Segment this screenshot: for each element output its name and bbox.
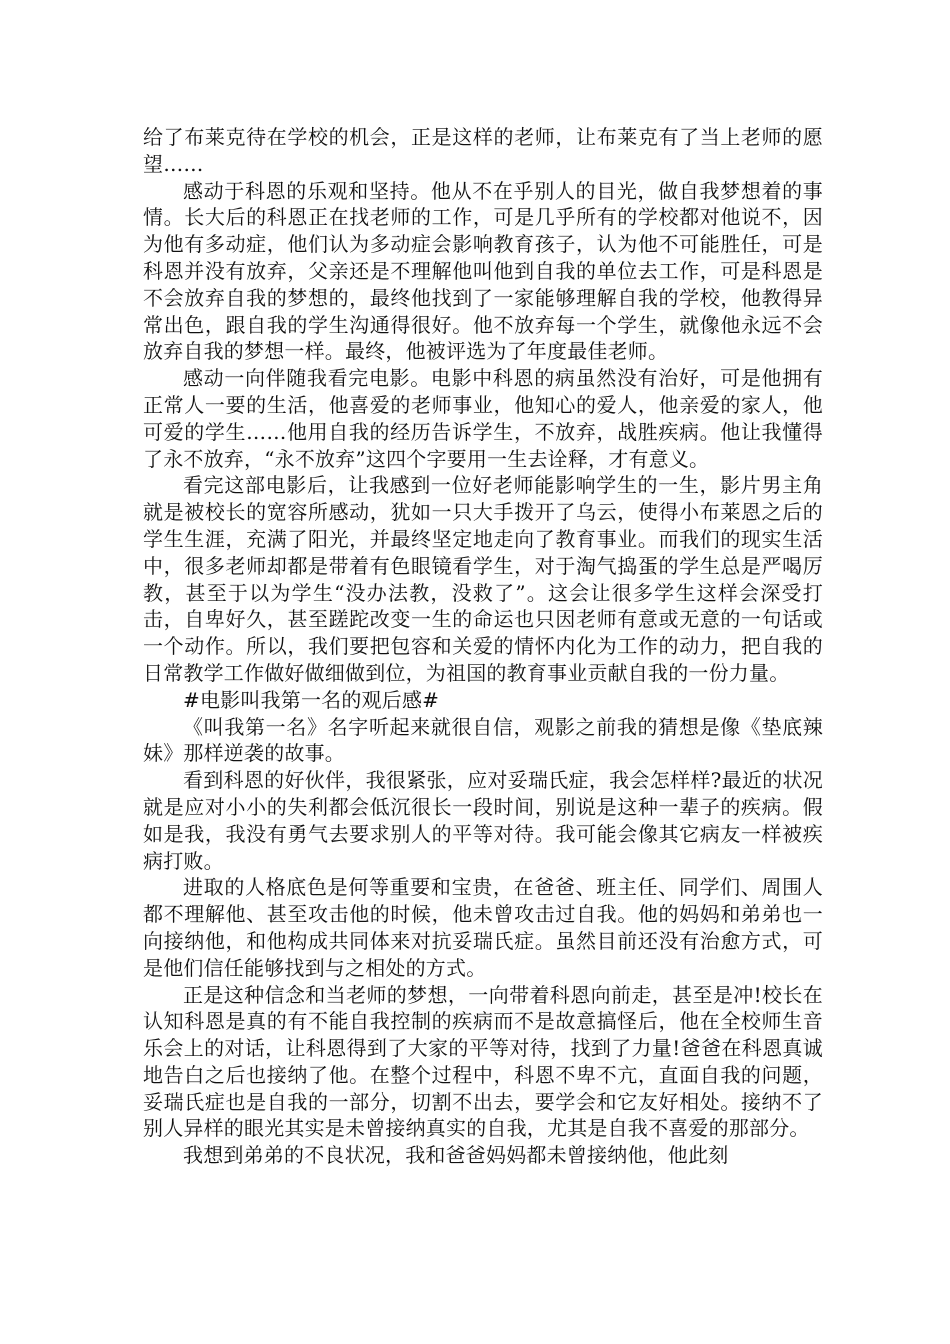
paragraph: 《叫我第一名》名字听起来就很自信，观影之前我的猜想是像《垫底辣妹》那样逆袭的故事。	[143, 714, 823, 766]
paragraph: 进取的人格底色是何等重要和宝贵，在爸爸、班主任、同学们、周围人都不理解他、甚至攻击他的时候，他未曾攻击过自我。他的妈妈和弟弟也一向接纳他，和他构成共同体来对抗妥瑞氏症。虽然目前还没有治愈方式，可是他们信任能够找到与之相处的方式。	[143, 875, 823, 980]
section-heading: #电影叫我第一名的观后感#	[183, 687, 440, 712]
paragraph: 看完这部电影后，让我感到一位好老师能影响学生的一生，影片男主角就是被校长的宽容所感动，犹如一只大手拨开了乌云，使得小布莱恩之后的学生生涯，充满了阳光，并最终坚定地走向了教育事业。而我们的现实生活中，很多老师却都是带着有色眼镜看学生，对于淘气捣蛋的学生总是严喝厉教，甚至于以为学生“没办法教，没救了”。这会让很多学生这样会深受打击，自卑好久，甚至蹉跎改变一生的命运也只因老师有意或无意的一句话或一个动作。所以，我们要把包容和关爱的情怀内化为工作的动力，把自我的日常教学工作做好做细做到位，为祖国的教育事业贡献自我的一份力量。	[143, 473, 823, 685]
paragraph: 给了布莱克待在学校的机会，正是这样的老师，让布莱克有了当上老师的愿望……	[143, 125, 823, 176]
paragraph: 我想到弟弟的不良状况，我和爸爸妈妈都未曾接纳他，他此刻	[183, 1143, 729, 1168]
document-page	[143, 124, 823, 1169]
paragraph: 正是这种信念和当老师的梦想，一向带着科恩向前走，甚至是冲!校长在认知科恩是真的有不能自我控制的疾病而不是故意搞怪后，他在全校师生音乐会上的对话，让科恩得到了大家的平等对待，找到了力量!爸爸在科恩真诚地告白之后也接纳了他。在整个过程中，科恩不卑不亢，直面自我的问题，妥瑞氏症也是自我的一部分，切割不出去，要学会和它友好相处。接纳不了别人异样的眼光其实是未曾接纳真实的自我，尤其是自我不喜爱的那部分。	[143, 982, 823, 1141]
paragraph: 感动一向伴随我看完电影。电影中科恩的病虽然没有治好，可是他拥有正常人一要的生活，他喜爱的老师事业，他知心的爱人，他亲爱的家人，他可爱的学生……他用自我的经历告诉学生，不放弃，战胜疾病。他让我懂得了永不放弃，“永不放弃”这四个字要用一生去诠释，才有意义。	[143, 366, 823, 471]
paragraph: 看到科恩的好伙伴，我很紧张，应对妥瑞氏症，我会怎样样?最近的状况就是应对小小的失利都会低沉很长一段时间，别说是这种一辈子的疾病。假如是我，我没有勇气去要求别人的平等对待。我可能会像其它病友一样被疾病打败。	[143, 768, 823, 873]
paragraph: 感动于科恩的乐观和坚持。他从不在乎别人的目光，做自我梦想着的事情。长大后的科恩正在找老师的工作，可是几乎所有的学校都对他说不，因为他有多动症，他们认为多动症会影响教育孩子，认为他不可能胜任，可是科恩并没有放弃，父亲还是不理解他叫他到自我的单位去工作，可是科恩是不会放弃自我的梦想的，最终他找到了一家能够理解自我的学校，他教得异常出色，跟自我的学生沟通得很好。他不放弃每一个学生，就像他永远不会放弃自我的梦想一样。最终，他被评选为了年度最佳老师。	[143, 178, 823, 364]
